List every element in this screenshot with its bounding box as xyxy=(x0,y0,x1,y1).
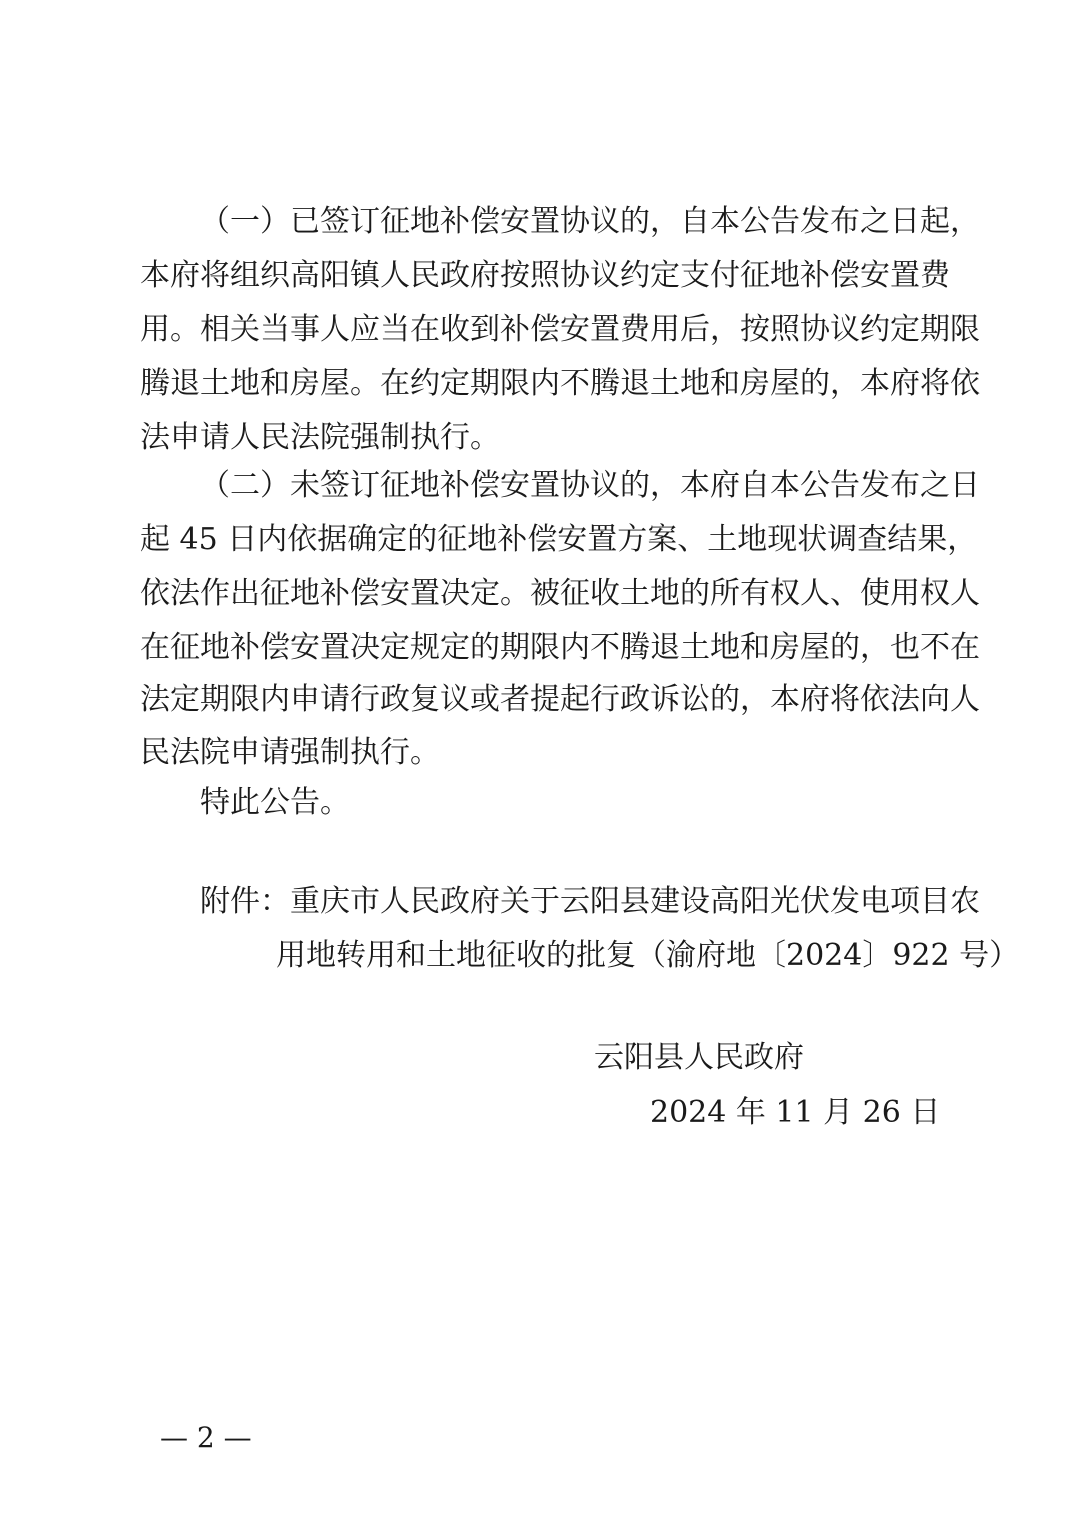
paragraph-2-line-3: 依法作出征地补偿安置决定。被征收土地的所有权人、使用权人 xyxy=(140,576,980,611)
paragraph-1-line-4: 腾退土地和房屋。在约定期限内不腾退土地和房屋的，本府将依 xyxy=(140,366,980,401)
closing-statement: 特此公告。 xyxy=(200,785,350,820)
paragraph-2-line-5: 法定期限内申请行政复议或者提起行政诉讼的，本府将依法向人 xyxy=(140,682,980,717)
attachment-line-1: 附件：重庆市人民政府关于云阳县建设高阳光伏发电项目农 xyxy=(200,884,980,919)
signature-organization: 云阳县人民政府 xyxy=(594,1040,804,1075)
page-number: — 2 — xyxy=(160,1421,252,1454)
paragraph-2-line-4: 在征地补偿安置决定规定的期限内不腾退土地和房屋的，也不在 xyxy=(140,630,980,665)
paragraph-1-line-1: （一）已签订征地补偿安置协议的，自本公告发布之日起， xyxy=(200,204,980,239)
attachment-line-2: 用地转用和土地征收的批复（渝府地〔2024〕922 号） xyxy=(276,938,1020,973)
signature-date: 2024 年 11 月 26 日 xyxy=(650,1095,941,1130)
paragraph-2-line-2: 起 45 日内依据确定的征地补偿安置方案、土地现状调查结果， xyxy=(140,522,978,557)
paragraph-1-line-5: 法申请人民法院强制执行。 xyxy=(140,420,500,455)
paragraph-2-line-6: 民法院申请强制执行。 xyxy=(140,735,440,770)
paragraph-1-line-2: 本府将组织高阳镇人民政府按照协议约定支付征地补偿安置费 xyxy=(140,258,950,293)
paragraph-1-line-3: 用。相关当事人应当在收到补偿安置费用后，按照协议约定期限 xyxy=(140,312,980,347)
paragraph-2-line-1: （二）未签订征地补偿安置协议的，本府自本公告发布之日 xyxy=(200,468,980,503)
